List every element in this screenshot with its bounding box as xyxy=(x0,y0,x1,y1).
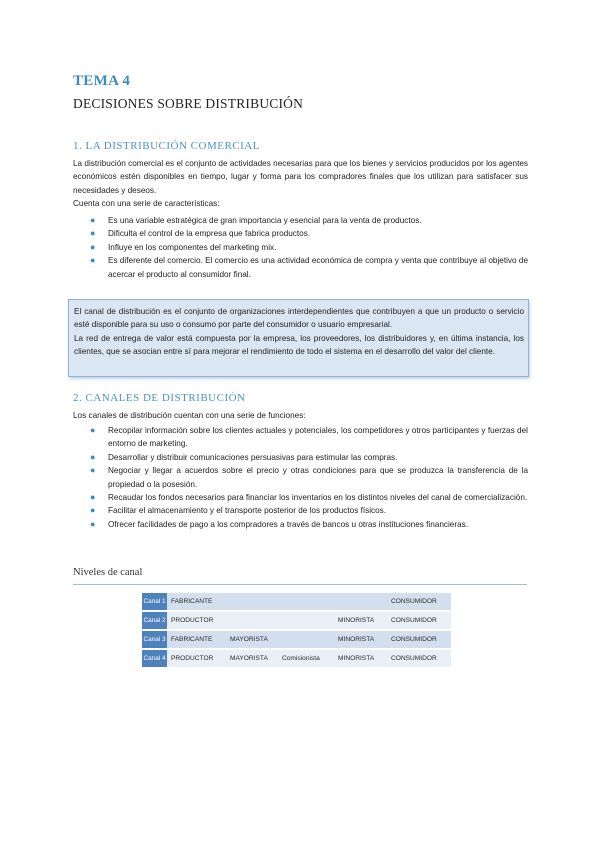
channel-label: Canal 3 xyxy=(142,631,167,648)
list-item: ● Es una variable estratégica de gran importancia y esencial para la venta de productos. xyxy=(73,214,528,227)
channel-label: Canal 4 xyxy=(142,650,167,667)
list-item: ● Recaudar los fondos necesarios para financiar los inventarios en los distintos niveles del canal de comercialización. xyxy=(73,491,528,504)
list-item: ● Influye en los componentes del marketing mix. xyxy=(73,241,528,254)
table-row xyxy=(142,650,451,667)
list-item: ● Recopilar información sobre los clientes actuales y potenciales, los competidores y otros participantes y fuerzas del entorno de marketing. xyxy=(90,425,528,449)
bullet-icon: ● xyxy=(90,255,96,266)
table-cell xyxy=(278,631,334,648)
bullet-icon: ● xyxy=(90,241,96,252)
chapter-title: TEMA 4 xyxy=(73,73,131,89)
list-item: ● Es diferente del comercio. El comercio es una actividad económica de compra y venta que contribuye al objetivo de acercar el producto al consumidor final. xyxy=(90,255,528,279)
list-item: ● Dificulta el control de la empresa que fabrica productos. xyxy=(73,227,528,240)
table-cell: FABRICANTE xyxy=(167,631,226,648)
channel-label: Canal 2 xyxy=(142,612,167,629)
section-2-heading: 2. CANALES DE DISTRIBUCIÓN xyxy=(73,392,246,404)
table-cell: PRODUCTOR xyxy=(167,650,226,667)
definition-callout xyxy=(68,299,529,377)
list-item: ● Desarrollar y distribuir comunicaciones persuasivas para estimular las compras. xyxy=(73,451,528,464)
functions-list xyxy=(73,424,528,531)
table-row xyxy=(142,631,451,648)
section-2-lead: Los canales de distribución cuentan con una serie de funciones: xyxy=(73,411,306,420)
table-cell: MINORISTA xyxy=(334,612,387,629)
callout-paragraph: El canal de distribución es el conjunto de organizaciones interdependientes que contribuyen a que un producto o servicio esté disponible para su uso o consumo por parte del consumidor o usuario empresarial. xyxy=(74,307,524,330)
section-1-heading: 1. LA DISTRIBUCIÓN COMERCIAL xyxy=(73,140,260,152)
bullet-icon: ● xyxy=(90,465,96,476)
table-cell: CONSUMIDOR xyxy=(387,650,451,667)
bullet-icon: ● xyxy=(90,215,96,225)
list-item: ● Ofrecer facilidades de pago a los compradores a través de bancos u otras instituciones financieras. xyxy=(73,518,528,531)
characteristics-lead: Cuenta con una serie de características: xyxy=(73,199,220,209)
table-row xyxy=(142,593,451,610)
characteristics-list xyxy=(73,214,528,281)
table-caption: Niveles de canal xyxy=(73,567,143,578)
table-cell: CONSUMIDOR xyxy=(387,631,451,648)
table-cell: FABRICANTE xyxy=(167,593,226,610)
table-cell xyxy=(226,593,278,610)
table-cell: PRODUCTOR xyxy=(167,612,226,629)
table-cell: MINORISTA xyxy=(334,631,387,648)
table-cell xyxy=(334,593,387,610)
caption-divider xyxy=(73,584,527,585)
bullet-icon: ● xyxy=(90,425,96,435)
bullet-icon: ● xyxy=(90,518,96,529)
channel-label: Canal 1 xyxy=(142,593,167,610)
channel-levels-table xyxy=(142,591,451,669)
bullet-icon: ● xyxy=(90,492,96,503)
bullet-icon: ● xyxy=(90,451,96,462)
intro-paragraph: La distribución comercial es el conjunto de actividades necesarias para que los bienes y servicios producidos por los agentes económicos estén disponibles en tiempo, lugar y forma para los compradores finales que los utilizan para satisfacer sus necesidades y deseos. xyxy=(73,159,528,195)
table-cell: MAYORISTA xyxy=(226,650,278,667)
callout-paragraph: La red de entrega de valor está compuesta por la empresa, los proveedores, los distribuidores y, en última instancia, los clientes, que se asocian entre sí para mejorar el rendimiento de todo el sistema en el desarrollo del valor del cliente. xyxy=(74,333,524,357)
table-cell: CONSUMIDOR xyxy=(387,612,451,629)
list-item: ● Negociar y llegar a acuerdos sobre el precio y otras condiciones para que se produzca la transferencia de la propiedad o la posesión. xyxy=(90,465,528,489)
table-row xyxy=(142,612,451,629)
table-cell xyxy=(278,612,334,629)
table-cell: MAYORISTA xyxy=(226,631,278,648)
table-cell: Comisionista xyxy=(278,650,334,667)
table-cell: CONSUMIDOR xyxy=(387,593,451,610)
table-cell: MINORISTA xyxy=(334,650,387,667)
chapter-subtitle: DECISIONES SOBRE DISTRIBUCIÓN xyxy=(73,96,304,111)
list-item: ● Facilitar el almacenamiento y el transporte posterior de los productos físicos. xyxy=(73,504,528,517)
table-cell xyxy=(226,612,278,629)
section-1-intro xyxy=(73,157,528,211)
bullet-icon: ● xyxy=(90,505,96,516)
table-cell xyxy=(278,593,334,610)
bullet-icon: ● xyxy=(90,228,96,239)
